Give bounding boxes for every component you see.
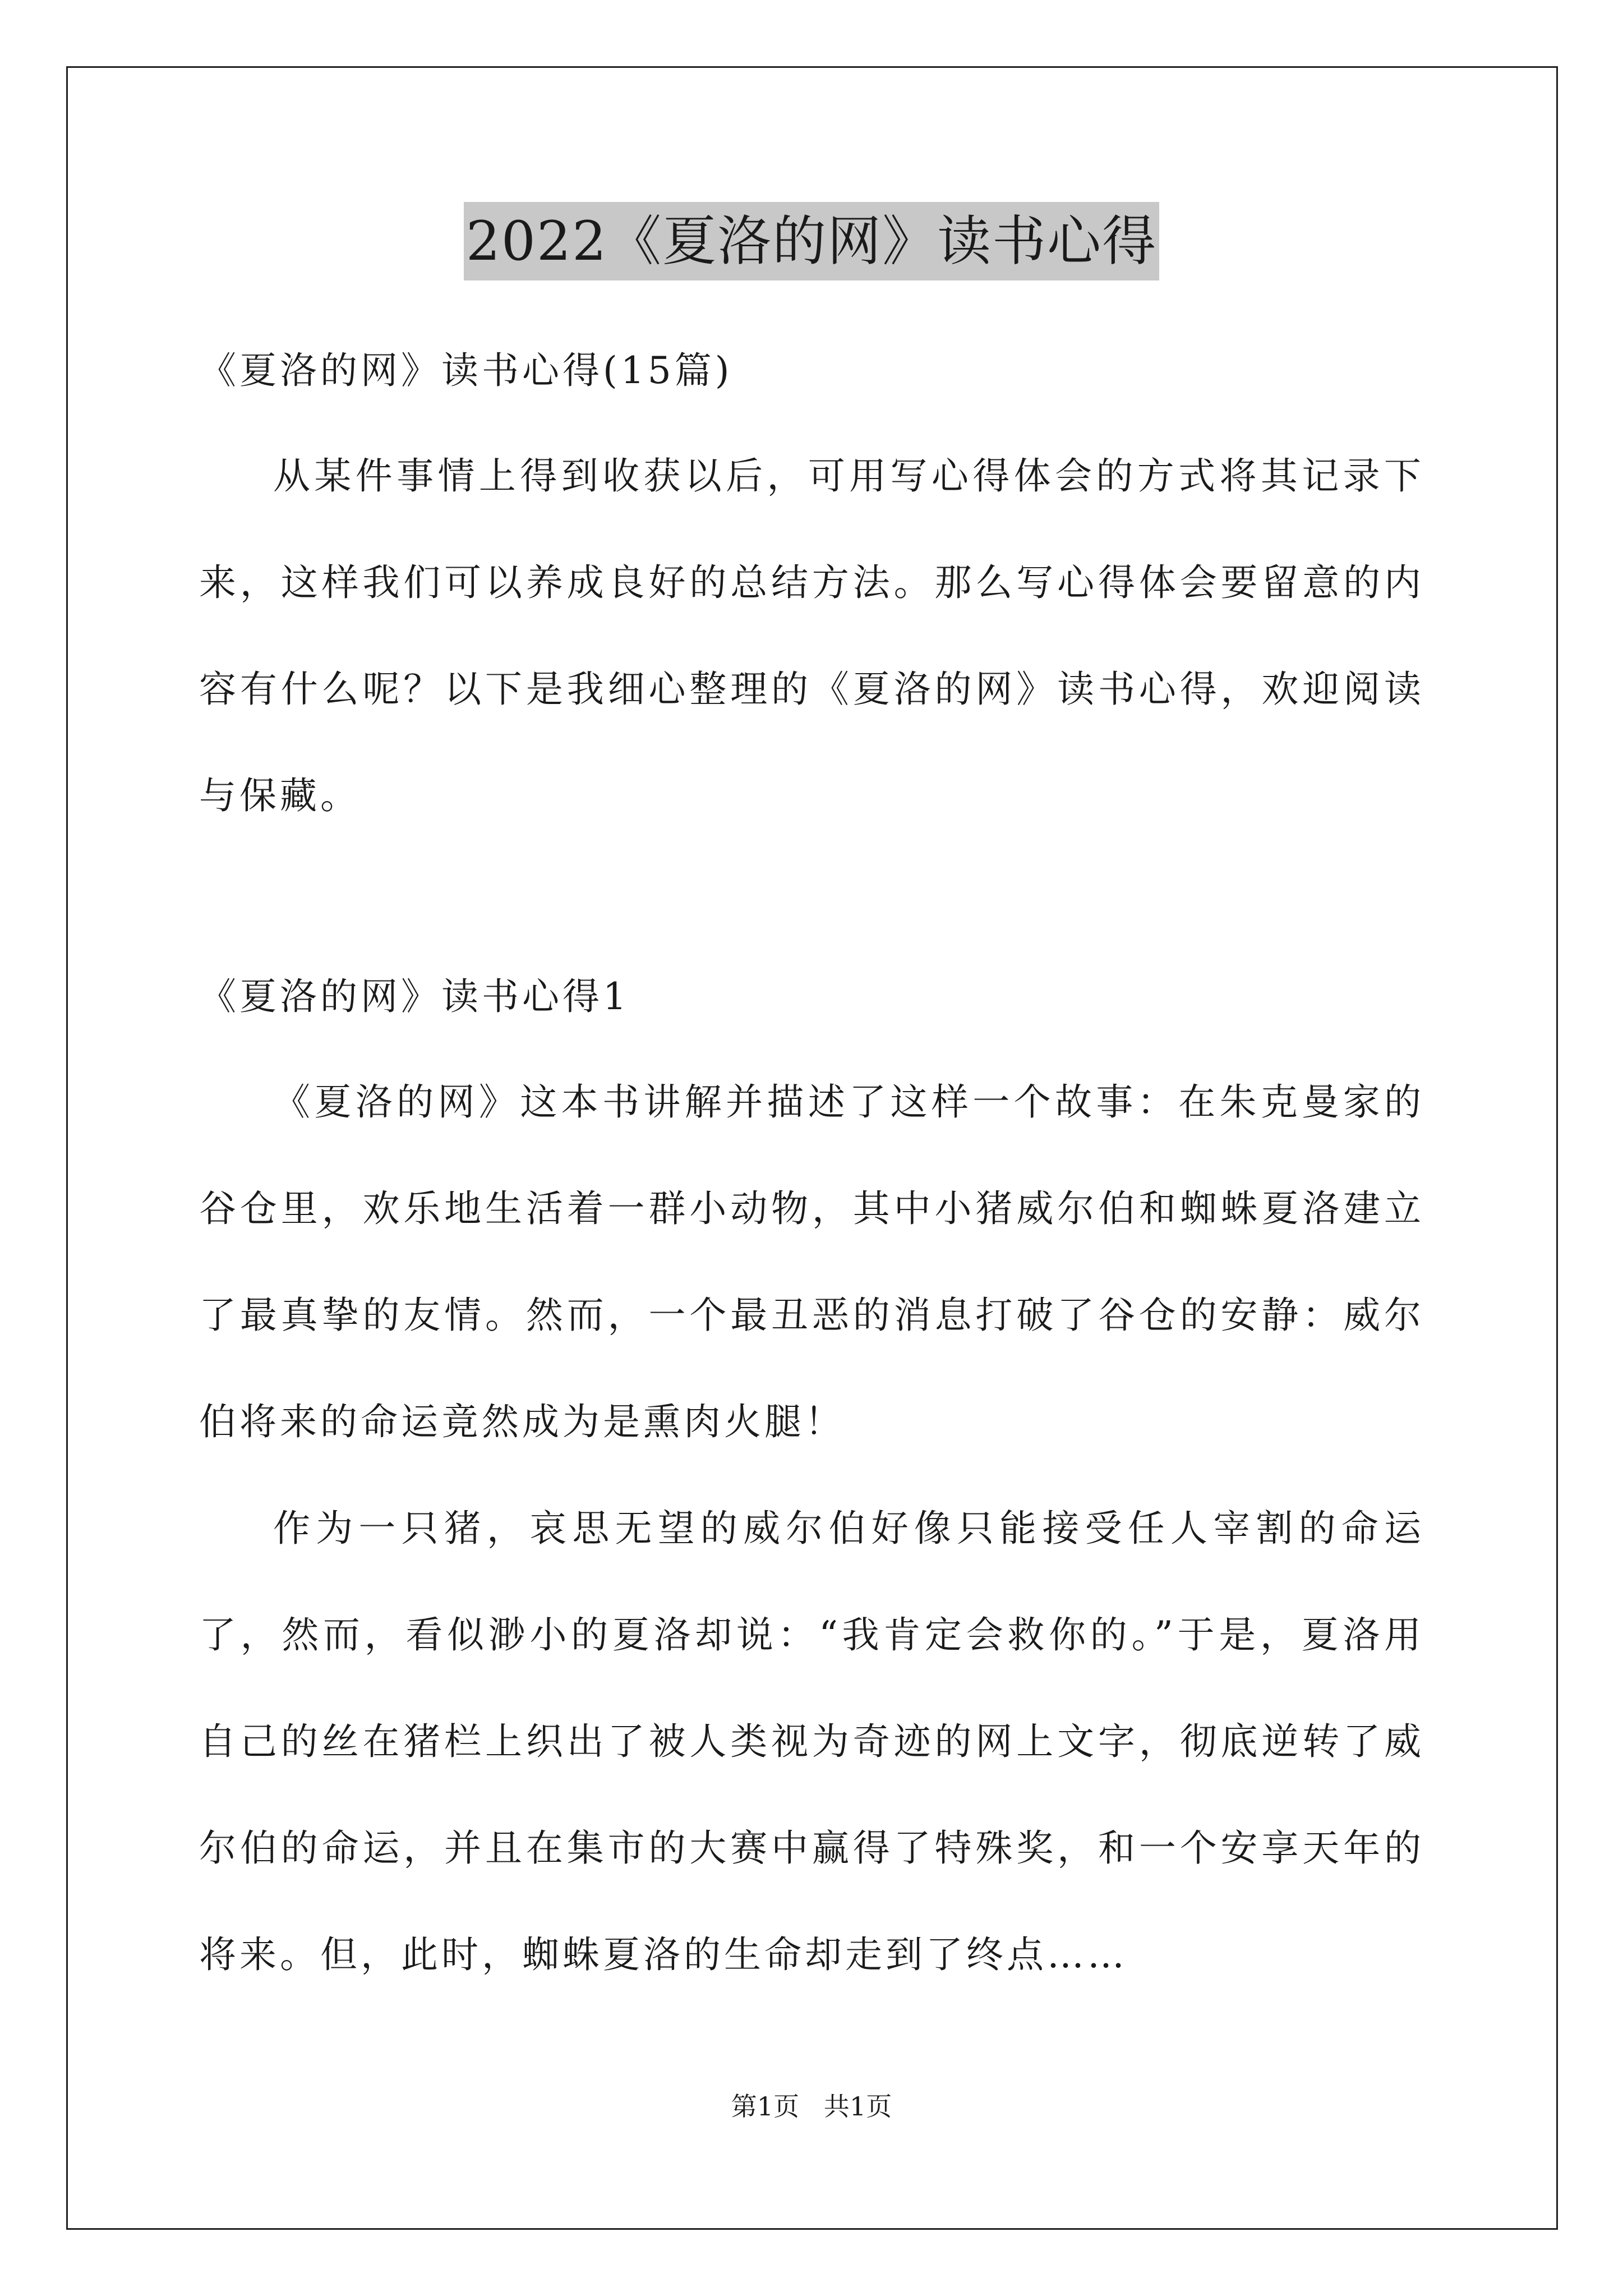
title-container: [0, 202, 1623, 280]
document-subtitle: 《夏洛的网》读书心得(15篇): [199, 349, 733, 392]
page-footer: 第1页 共1页: [731, 2091, 892, 2122]
document-title: 2022《夏洛的网》读书心得: [464, 202, 1159, 280]
section-heading: 《夏洛的网》读书心得1: [199, 975, 630, 1018]
intro-paragraph: 从某件事情上得到收获以后，可用写心得体会的方式将其记录下来，这样我们可以养成良好的总结方法。那么写心得体会要留意的内容有什么呢？以下是我细心整理的《夏洛的网》读书心得，欢迎阅读与保藏。: [199, 454, 1424, 817]
document-body: [199, 319, 1424, 2008]
body-paragraph: 《夏洛的网》这本书讲解并描述了这样一个故事：在朱克曼家的谷仓里，欢乐地生活着一群小动物，其中小猪威尔伯和蜘蛛夏洛建立了最真挚的友情。然而，一个最丑恶的消息打破了谷仓的安静：威尔伯将来的命运竟然成为是熏肉火腿！: [199, 1080, 1424, 1443]
section-spacer: [199, 849, 1424, 945]
body-paragraph: 作为一只猪，哀思无望的威尔伯好像只能接受任人宰割的命运了，然而，看似渺小的夏洛却说：“我肯定会救你的。”于是，夏洛用自己的丝在猪栏上织出了被人类视为奇迹的网上文字，彻底逆转了威尔伯的命运，并且在集市的大赛中赢得了特殊奖，和一个安享天年的将来。但，此时，蜘蛛夏洛的生命却走到了终点……: [199, 1507, 1424, 1976]
